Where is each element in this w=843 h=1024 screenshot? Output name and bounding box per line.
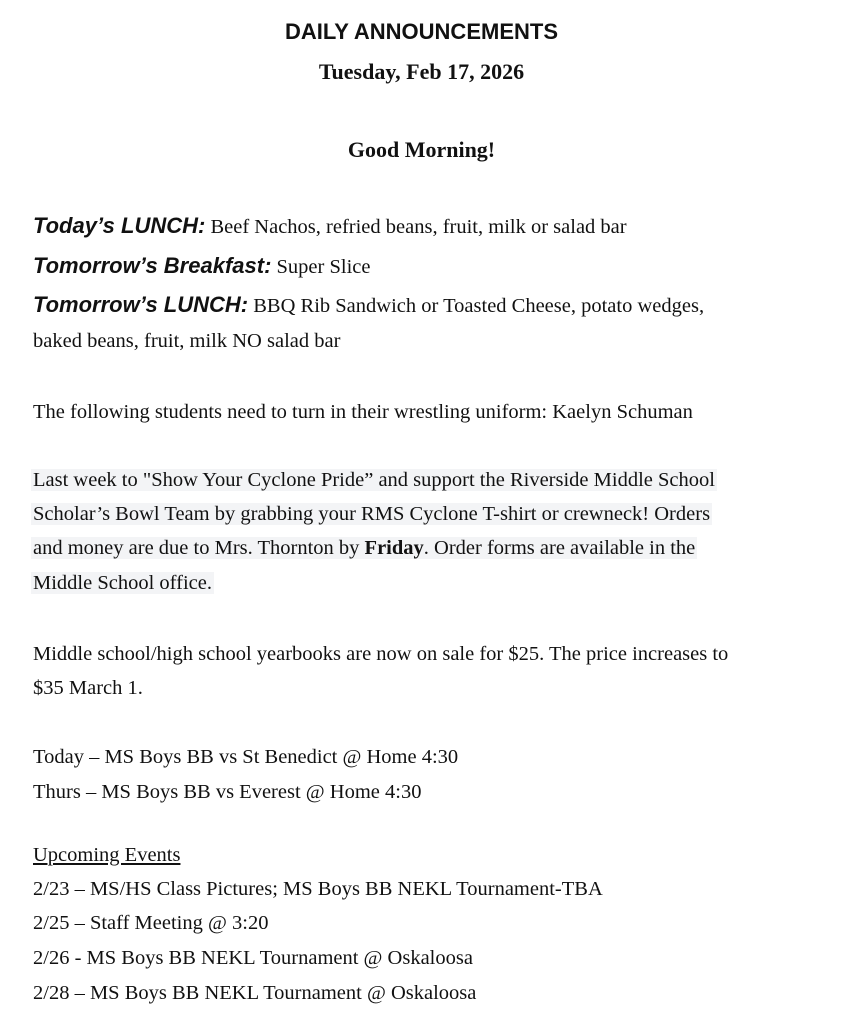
tomorrow-lunch-continuation: baked beans, fruit, milk NO salad bar — [33, 330, 341, 352]
due-day: Friday — [364, 537, 424, 559]
today-lunch-label: Today’s LUNCH: — [33, 213, 206, 238]
event-item: 2/26 - MS Boys BB NEKL Tournament @ Oskaloosa — [33, 947, 473, 969]
date: Tuesday, Feb 17, 2026 — [318, 59, 525, 84]
cyclone-line — [33, 568, 214, 598]
tomorrow-lunch-label: Tomorrow’s LUNCH: — [33, 292, 249, 317]
cyclone-text: Scholar’s Bowl Team by grabbing your RMS Cyclone T-shirt or crewneck! Orders — [33, 503, 711, 525]
cyclone-text: and money are due to Mrs. Thornton by — [33, 537, 365, 559]
cyclone-line — [33, 499, 712, 529]
upcoming-heading: Upcoming Events — [33, 844, 181, 866]
greeting: Good Morning! — [347, 137, 496, 162]
game-item: Today – MS Boys BB vs St Benedict @ Home 4:30 — [33, 746, 459, 768]
cyclone-text: Middle School office. — [33, 572, 212, 594]
tomorrow-lunch — [33, 290, 704, 321]
game-item: Thurs – MS Boys BB vs Everest @ Home 4:30 — [33, 781, 422, 803]
today-lunch-text: Beef Nachos, refried beans, fruit, milk or salad bar — [205, 216, 627, 238]
yearbook-line: Middle school/high school yearbooks are now on sale for $25. The price increases to — [33, 643, 729, 665]
wrestling-notice: The following students need to turn in their wrestling uniform: Kaelyn Schuman — [33, 401, 693, 423]
event-item: 2/25 – Staff Meeting @ 3:20 — [33, 912, 269, 934]
cyclone-line — [33, 533, 697, 563]
cyclone-line — [33, 465, 717, 495]
event-item: 2/28 – MS Boys BB NEKL Tournament @ Oskaloosa — [33, 982, 477, 1004]
cyclone-text: Last week to "Show Your Cyclone Pride” and support the Riverside Middle School — [33, 469, 715, 491]
tomorrow-breakfast — [33, 251, 370, 282]
tomorrow-breakfast-label: Tomorrow’s Breakfast: — [33, 253, 272, 278]
page-title: DAILY ANNOUNCEMENTS — [285, 19, 558, 44]
cyclone-text: . Order forms are available in the — [423, 537, 696, 559]
today-lunch — [33, 211, 627, 242]
tomorrow-breakfast-text: Super Slice — [271, 256, 371, 278]
tomorrow-lunch-text: BBQ Rib Sandwich or Toasted Cheese, potato wedges, — [248, 295, 705, 317]
yearbook-line: $35 March 1. — [33, 677, 143, 699]
event-item: 2/23 – MS/HS Class Pictures; MS Boys BB NEKL Tournament-TBA — [33, 878, 603, 900]
